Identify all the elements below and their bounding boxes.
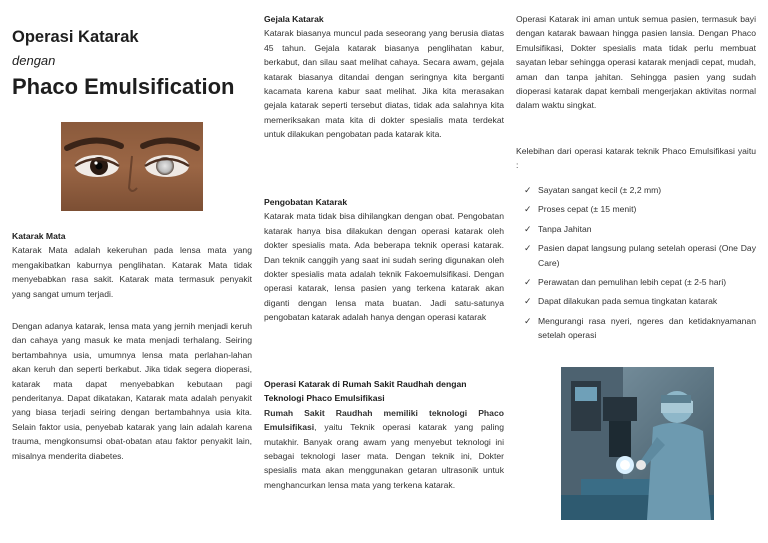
surgery-photo bbox=[561, 367, 714, 520]
katarak-mata-paragraph-1: Katarak Mata adalah kekeruhan pada lensa mata yang mengakibatkan kaburnya penglihatan. Katarak Mata tidak menyebabkan rasa sakit. Katarak mata termasuk penyakit yang sangat umum terjadi. bbox=[12, 245, 252, 299]
benefit-text: Sayatan sangat kecil (± 2,2 mm) bbox=[538, 185, 662, 195]
keamanan-paragraph: Operasi Katarak ini aman untuk semua pasien, termasuk bayi dengan katarak bawaan hingga pasien lansia. Dengan Phaco Emulsifikasi, Dokter spesialis mata tidak perlu membuat sayatan lebar sehingga operasi katarak menjadi cepat, mudah, aman dan tanpa jahitan. Sehingga pasien yang sudah dioperasi katarak dapat kembali mengerjakan aktivitas normal dalam waktu singkat. bbox=[516, 14, 756, 111]
check-icon: ✓ bbox=[524, 223, 532, 234]
katarak-mata-section-2 bbox=[12, 319, 252, 463]
check-icon: ✓ bbox=[524, 296, 532, 307]
benefit-text: Proses cepat (± 15 menit) bbox=[538, 204, 637, 215]
check-icon: ✓ bbox=[524, 185, 532, 195]
list-item bbox=[520, 294, 756, 308]
check-icon: ✓ bbox=[524, 204, 532, 215]
katarak-mata-section bbox=[12, 229, 252, 301]
title-line-3: Phaco Emulsification bbox=[12, 74, 235, 99]
katarak-mata-paragraph-2: Dengan adanya katarak, lensa mata yang jernih menjadi keruh dan cahaya yang masuk ke mata menjadi terhalang. Seiring bertambahnya usia, umumnya lensa mata perlahan-lahan akan keruh dan seperti berkabut. Jika tidak segera dioperasi, katarak mata dapat menyebabkan kebutaan pagi penderitanya. Dapat dikatakan, Katarak mata adalah penyakit yang biasa terjadi seiring dengan bertambahnya usia kita. Selain faktor usia, penyebab katarak yang lain adalah karena trauma, mengkonsumsi obat-obatan atau faktor penyakit lain, misalnya menderita diabetes. bbox=[12, 321, 252, 461]
operasi-paragraph-bold: Rumah Sakit Raudhah memiliki teknologi Phaco Emulsifikasi bbox=[264, 407, 504, 433]
pengobatan-section bbox=[264, 195, 504, 325]
operasi-paragraph-rest: , yaitu Teknik operasi katarak yang paling mutakhir. Banyak orang awam yang menyebut teknologi ini sebagai teknologi laser mata. Dengan teknik ini, Dokter spesialis mata akan menggunakan getaran ultrasonik untuk menghancurkan lensa mata yang terkena katarak. bbox=[264, 422, 504, 490]
list-item bbox=[520, 241, 756, 270]
benefit-text: Perawatan dan pemulihan lebih cepat (± 2-5 hari) bbox=[538, 277, 727, 288]
gejala-paragraph: Katarak biasanya muncul pada seseorang yang berusia diatas 45 tahun. Gejala katarak biasanya penglihatan kabur, berkabut, dan silau saat melihat cahaya. Secara awam, gejala katarak biasanya ditandai dengan seringnya kita berganti kacamata karena kabur saat melihat. Jika kita merasakan gejala katarak seperti tersebut diatas, tidak ada salahnya kita memeriksakan mata kita di dokter spesialis mata terdekat untuk dilakukan pengobatan pada katarak kita. bbox=[264, 28, 504, 140]
operasi-paragraph bbox=[264, 406, 504, 492]
check-icon: ✓ bbox=[524, 277, 532, 288]
kelebihan-section bbox=[516, 144, 756, 173]
check-icon: ✓ bbox=[524, 315, 532, 326]
list-item bbox=[520, 314, 756, 343]
benefits-list-wrap bbox=[520, 183, 756, 348]
patient-eyes-photo bbox=[61, 122, 203, 211]
kelebihan-intro: Kelebihan dari operasi katarak teknik Phaco Emulsifikasi yaitu : bbox=[516, 146, 756, 171]
gejala-section bbox=[264, 12, 504, 142]
list-item bbox=[520, 183, 756, 197]
title-line-1: Operasi Katarak bbox=[12, 28, 139, 46]
operasi-section bbox=[264, 377, 504, 492]
benefit-text: Mengurangi rasa nyeri, ngeres dan ketidaknyamanan setelah operasi bbox=[538, 315, 756, 341]
keamanan-section bbox=[516, 12, 756, 113]
pengobatan-heading: Pengobatan Katarak bbox=[264, 197, 348, 207]
benefit-text: Pasien dapat langsung pulang setelah operasi (One Day Care) bbox=[538, 243, 756, 268]
benefits-list bbox=[520, 183, 756, 343]
gejala-heading: Gejala Katarak bbox=[264, 14, 324, 24]
list-item bbox=[520, 202, 756, 216]
katarak-mata-heading: Katarak Mata bbox=[12, 231, 66, 241]
check-icon: ✓ bbox=[524, 243, 532, 254]
list-item bbox=[520, 275, 756, 289]
operasi-heading: Operasi Katarak di Rumah Sakit Raudhah dengan Teknologi Phaco Emulsifikasi bbox=[264, 379, 467, 404]
list-item bbox=[520, 222, 756, 236]
benefit-text: Dapat dilakukan pada semua tingkatan katarak bbox=[538, 296, 718, 307]
title-line-2: dengan bbox=[12, 53, 56, 68]
pengobatan-paragraph: Katarak mata tidak bisa dihilangkan dengan obat. Pengobatan katarak hanya bisa dilakukan dengan operasi katarak oleh dokter spesialis mata. Ada beberapa teknik operasi katarak. Dan teknik canggih yang saat ini sudah sering digunakan oleh dokter spesialis mata adalah teknik Fakoemulsifikasi. Dengan operasi katarak, lensa pasien yang terkena katarak akan diganti dengan lensa mata buatan. Jadi satu-satunya pengobatan katarak adalah hanya dengan operasi katarak bbox=[264, 211, 504, 323]
benefit-text: Tanpa Jahitan bbox=[538, 223, 592, 234]
